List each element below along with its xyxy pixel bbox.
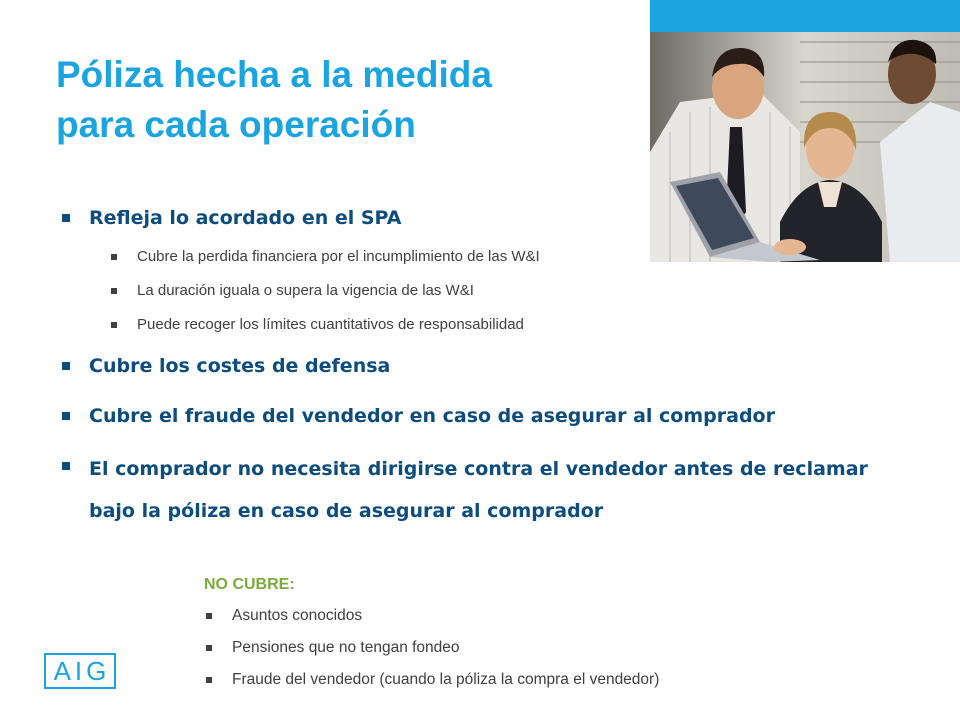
slide-title [56,50,492,150]
square-bullet-icon [206,677,212,683]
not-covered-item [205,604,659,636]
square-bullet-icon [206,645,212,651]
square-bullet-icon [62,412,70,420]
bullet-item-spa [60,205,889,231]
square-bullet-icon [62,214,70,222]
sub-bullet-item [60,281,937,301]
aig-logo-text: AIG [53,656,111,686]
not-covered-item [205,668,659,700]
square-bullet-icon [111,322,117,328]
bullet-text: Refleja lo acordado en el SPA [89,207,402,229]
sub-bullet-item [60,247,937,267]
bullet-item-defense-costs [60,353,889,379]
sub-bullet-text: Puede recoger los límites cuantitativos de responsabilidad [137,316,524,333]
not-covered-list [205,604,659,700]
not-covered-text: Fraude del vendedor (cuando la póliza la compra el vendedor) [232,671,660,688]
bullet-text-line-1: El comprador no necesita dirigirse contra el vendedor antes de reclamar [89,458,868,480]
slide-title-line-1: Póliza hecha a la medida [56,54,492,95]
square-bullet-icon [62,462,70,470]
slide-title-line-2: para cada operación [56,104,416,145]
square-bullet-icon [62,362,70,370]
bullet-item-buyer-claim [60,448,960,532]
bullet-text-line-2: bajo la póliza en caso de asegurar al comprador [89,500,604,522]
not-covered-text: Pensiones que no tengan fondeo [232,639,460,656]
header-accent-bar [650,0,960,32]
aig-logo [44,653,116,689]
sub-bullet-text: La duración iguala o supera la vigencia de las W&I [137,282,474,299]
not-covered-text: Asuntos conocidos [232,607,363,624]
not-covered-title: NO CUBRE: [204,576,295,593]
sub-bullet-item [60,315,937,335]
bullet-text: Cubre los costes de defensa [89,355,391,377]
bullet-text: Cubre el fraude del vendedor en caso de asegurar al comprador [89,405,775,427]
sub-bullet-text: Cubre la perdida financiera por el incumplimiento de las W&I [137,248,540,265]
square-bullet-icon [111,254,117,260]
not-covered-item [205,636,659,668]
bullet-item-seller-fraud [60,403,929,429]
square-bullet-icon [206,613,212,619]
square-bullet-icon [111,288,117,294]
